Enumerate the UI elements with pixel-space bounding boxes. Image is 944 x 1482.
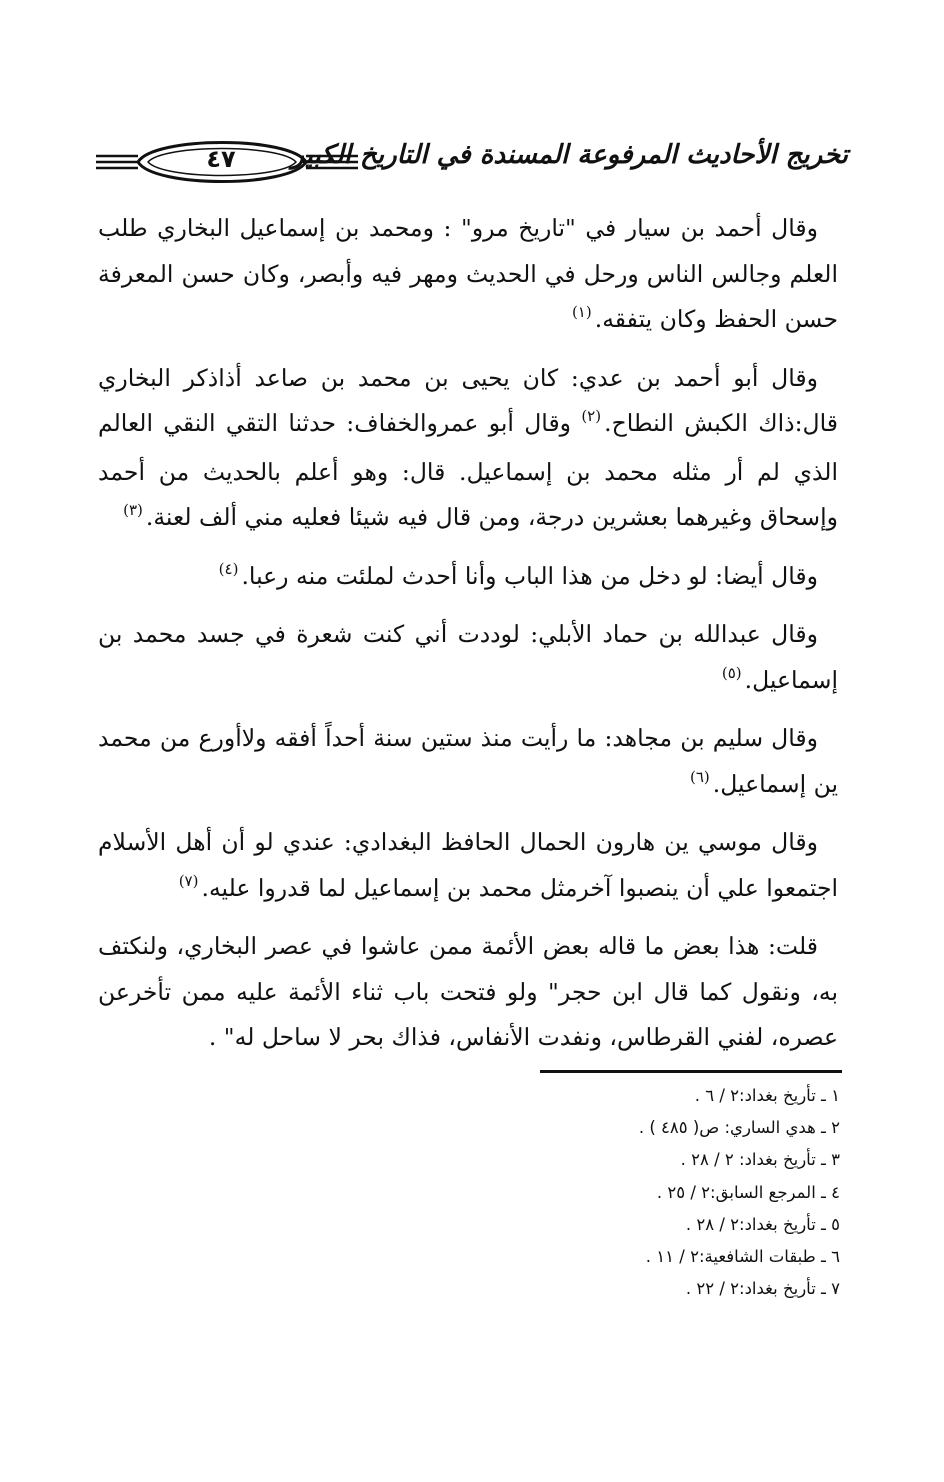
paragraph-text: وقال أيضا: لو دخل من هذا الباب وأنا أحدث لملئت منه رعبا. [241,561,818,590]
paragraph [98,716,838,810]
footnote-ref: (٤) [218,559,239,578]
footnote-ref: (١) [571,303,592,321]
footnote-separator [540,1070,842,1073]
footnote-item: ١ ـ تأريخ بغداد:٢ / ٦ . [694,1086,840,1105]
paragraph-text: وقال عبدالله بن حماد الأبلي: لوددت أني كنت شعرة في جسد محمد بن إسماعيل. [98,620,838,694]
paragraph-text: وقال أحمد بن سيار في "تاريخ مرو" : ومحمد بن إسماعيل البخاري طلب العلم وجالس الناس ورحل في الحديث ومهر فيه وأبصر، وكان حسن المعرفة حسن الحفظ وكان يتفقه. [98,214,838,333]
paragraph-text: وقال سليم بن مجاهد: ما رأيت منذ ستين سنة أحداً أفقه ولاأورع من محمد ين إسماعيل. [98,724,838,798]
paragraph-text: وقال أبو أحمد بن عدي: كان يحيى بن محمد بن صاعد أذاذكر البخاري قال:ذاك الكبش النطاح. [98,363,838,437]
footnote-ref: (٧) [178,871,199,890]
paragraph-text: وقال أبو عمروالخفاف: حدثنا التقي النقي العالم الذي لم أر مثله محمد بن إسماعيل. قال: وهو أعلم بالحديث من أحمد وإسحاق وغيرهما بعشرين درجة، ومن قال فيه شيئا فعليه مني ألف لعنة. [98,409,838,531]
footnote-item: ٥ ـ تأريخ بغداد:٢ / ٢٨ . [685,1214,840,1234]
footnote-item: ٢ ـ هدي الساري: ص( ٤٨٥ ) . [638,1118,840,1138]
footnote-item: ٧ ـ تأريخ بغداد:٢ / ٢٢ . [685,1279,840,1299]
paragraph [98,924,838,1061]
footnote-ref: (٦) [689,767,710,786]
paragraph [98,554,838,603]
footnote-ref: (٢) [581,407,602,425]
page-number: ٤٧ [206,145,236,173]
footnotes [280,1080,840,1305]
paragraph [98,820,838,914]
footnote-item: ٣ ـ تأريخ بغداد: ٢ / ٢٨ . [680,1150,840,1170]
paragraph [98,612,838,706]
paragraph [98,206,838,346]
footnote-ref: (٣) [123,501,143,519]
footnote-item: ٦ ـ طبقات الشافعية:٢ / ١١ . [645,1247,840,1267]
paragraph-text: وقال موسي ين هارون الحمال الحافظ البغدادي: عندي لو أن أهل الأسلام اجتمعوا علي أن ينصبوا آخرمثل محمد بن إسماعيل لما قدروا عليه. [98,828,838,902]
page-header [96,134,848,190]
paragraph [98,356,838,544]
paragraph-text: قلت: هذا بعض ما قاله بعض الأئمة ممن عاشوا في عصر البخاري، ولنكتف به، ونقول كما قال ابن حجر" ولو فتحت باب ثناء الأئمة عليه ممن تأخرعن عصره، لفني القرطاس، ونفدت الأنفاس، فذاك بحر لا ساحل له" . [98,932,838,1051]
footnote-item: ٤ ـ المرجع السابق:٢ / ٢٥ . [656,1182,840,1202]
body-text [98,206,838,1071]
footnote-ref: (٥) [721,663,742,682]
running-title: تخريج الأحاديث المرفوعة المسندة في التاريخ الكبير [291,140,848,170]
